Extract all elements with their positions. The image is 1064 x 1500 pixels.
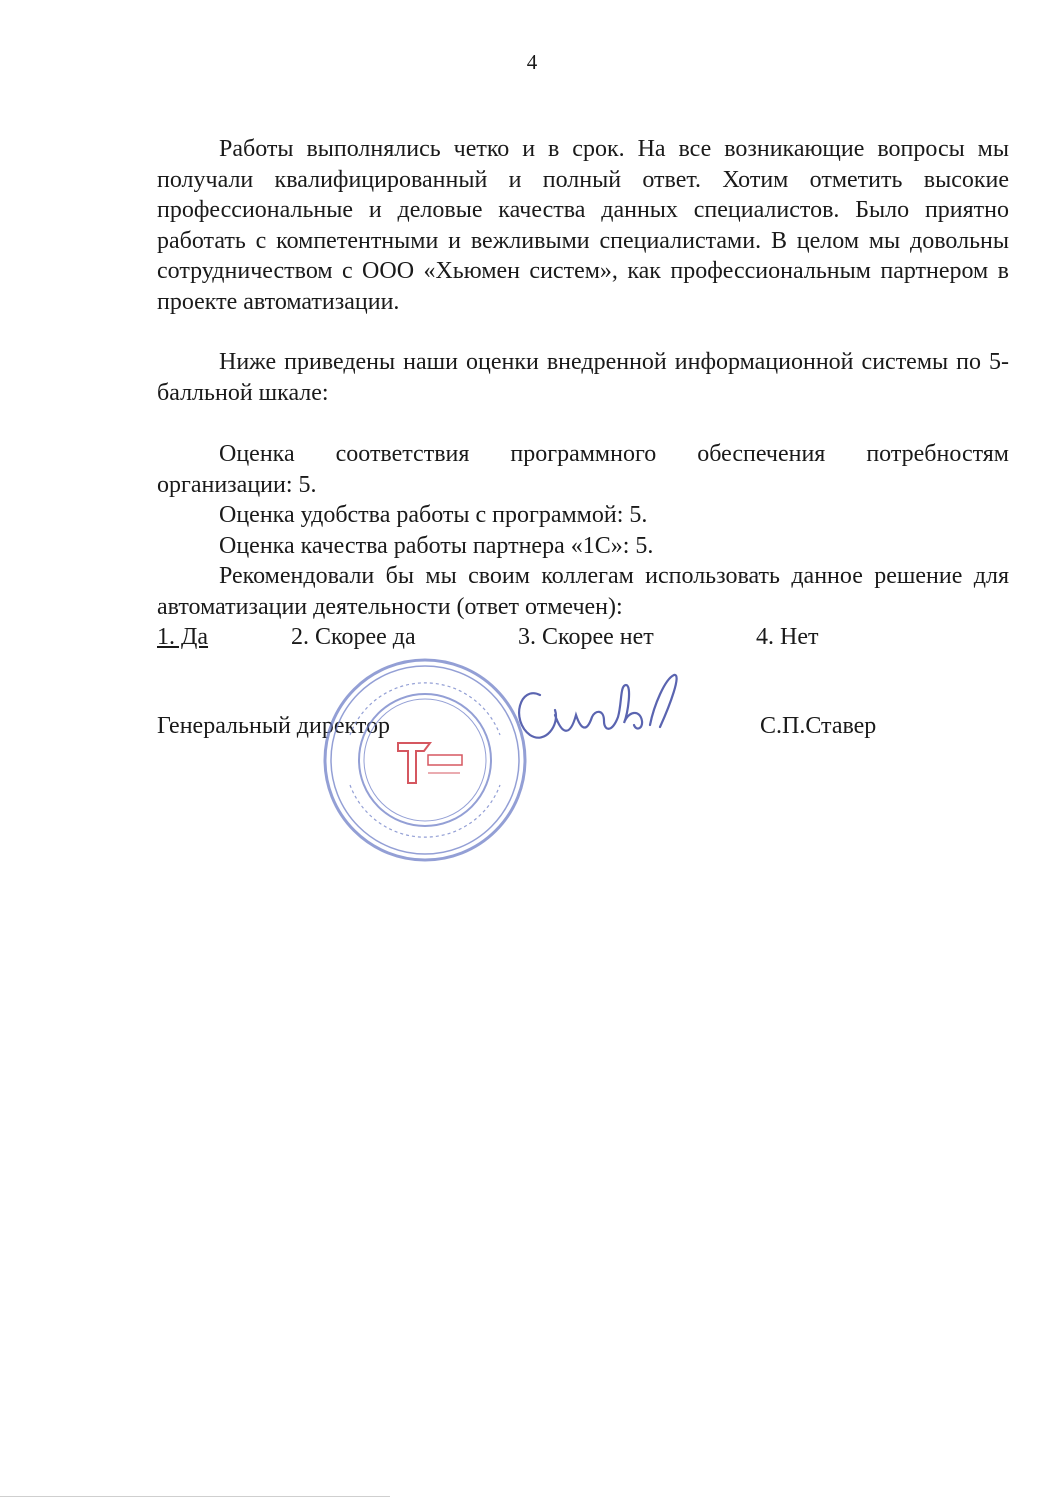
paragraph-work-feedback: Работы выполнялись четко и в срок. На все возникающие вопросы мы получали квалифицированный и полный ответ. Хотим отметить высокие профессиональные и деловые качества данных специалистов. Было приятно работать с компетентными и вежливыми специалистами. В целом мы довольны сотрудничеством с ООО «Хьюмен систем», как профессиональным партнером в проекте автоматизации. — [157, 136, 1009, 315]
rating-usability: Оценка удобства работы с программой: 5. — [219, 502, 648, 528]
seal-logo — [398, 743, 462, 783]
option-rather-yes: 2. Скорее да — [291, 624, 416, 650]
option-yes: 1. Да — [157, 624, 209, 650]
option-no: 4. Нет — [756, 624, 819, 650]
signer-name: С.П.Ставер — [760, 713, 877, 739]
option-rather-no: 3. Скорее нет — [518, 624, 654, 650]
paragraph-ratings-intro: Ниже приведены наши оценки внедренной информационной системы по 5-балльной шкале: — [157, 349, 1009, 406]
rating-partner-quality: Оценка качества работы партнера «1С»: 5. — [219, 533, 654, 559]
scan-edge-line — [0, 1496, 390, 1497]
page-number: 4 — [526, 50, 538, 74]
handwritten-signature — [500, 665, 700, 755]
recommendation-question: Рекомендовали бы мы своим коллегам использовать данное решение для автоматизации деятельности (ответ отмечен): — [157, 563, 1009, 620]
company-seal — [320, 655, 530, 865]
rating-software-fit: Оценка соответствия программного обеспечения потребностям организации: 5. — [157, 441, 1009, 498]
signer-title: Генеральный директор — [157, 713, 391, 739]
